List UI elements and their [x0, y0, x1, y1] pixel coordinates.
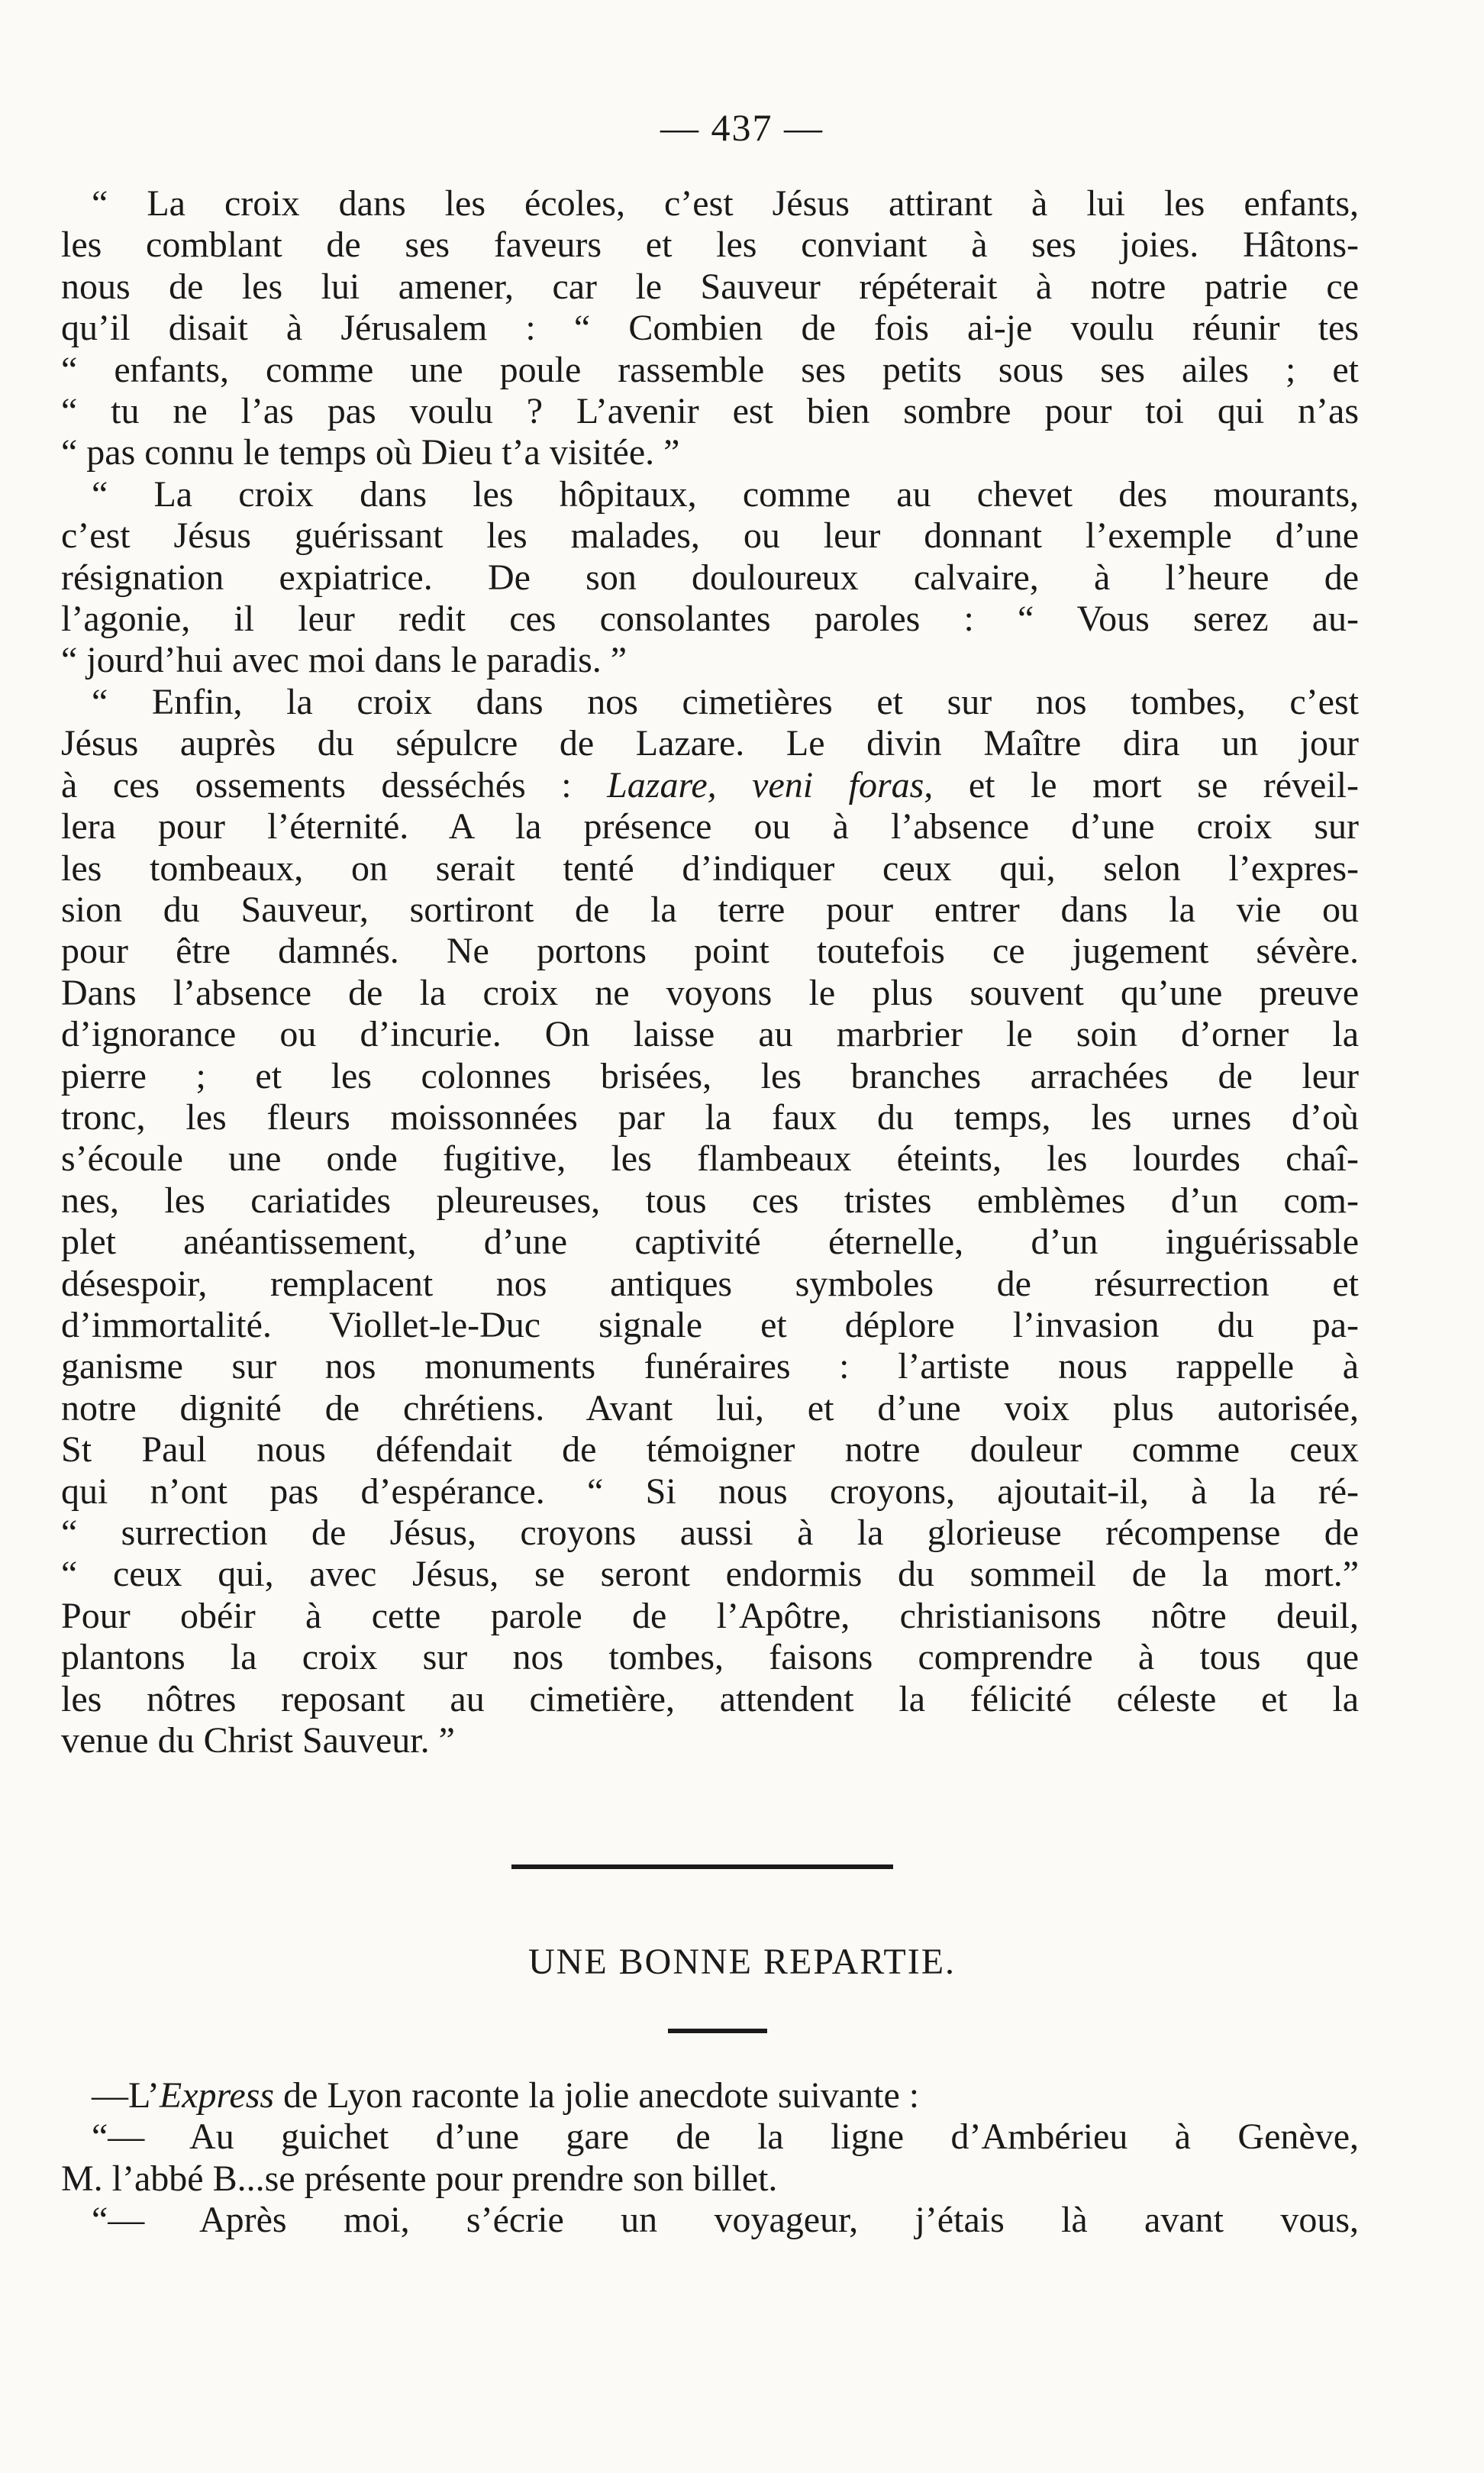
latin-quote: Lazare, veni foras,	[607, 764, 934, 806]
text-line: “— Au guichet d’une gare de la ligne d’Ambérieu à Genève,	[92, 2116, 1359, 2158]
text-line: Pour obéir à cette parole de l’Apôtre, christianisons nôtre deuil,	[61, 1595, 1359, 1636]
text-line: “ La croix dans les hôpitaux, comme au chevet des mourants,	[92, 473, 1359, 515]
text-segment: —L’	[92, 2075, 160, 2116]
text-line: lera pour l’éternité. A la présence ou à l’absence d’une croix sur	[61, 806, 1359, 847]
text-line: Dans l’absence de la croix ne voyons le plus souvent qu’une preuve	[61, 972, 1359, 1013]
text-segment: à ces ossements desséchés :	[61, 764, 572, 806]
text-line: l’agonie, il leur redit ces consolantes paroles : “ Vous serez au-	[61, 599, 1359, 640]
text-line: qu’il disait à Jérusalem : “ Combien de fois ai-je voulu réunir tes	[61, 308, 1359, 349]
text-line: pour être damnés. Ne portons point toutefois ce jugement sévère.	[61, 931, 1359, 972]
text-line: St Paul nous défendait de témoigner notre douleur comme ceux	[61, 1429, 1359, 1471]
text-line: s’écoule une onde fugitive, les flambeaux éteints, les lourdes chaî-	[61, 1138, 1359, 1180]
article-body	[61, 183, 1359, 1761]
text-line: nes, les cariatides pleureuses, tous ces tristes emblèmes d’un com-	[61, 1180, 1359, 1221]
text-line: Jésus auprès du sépulcre de Lazare. Le divin Maître dira un jour	[61, 723, 1359, 764]
text-line: “ pas connu le temps où Dieu t’a visitée. ”	[61, 432, 680, 473]
text-line: notre dignité de chrétiens. Avant lui, et d’une voix plus autorisée,	[61, 1387, 1359, 1429]
text-line: d’immortalité. Viollet-le-Duc signale et déplore l’invasion du pa-	[61, 1304, 1359, 1345]
text-line: sion du Sauveur, sortiront de la terre pour entrer dans la vie ou	[61, 889, 1359, 930]
text-segment: de Lyon raconte la jolie anecdote suivante :	[274, 2075, 920, 2116]
text-line: résignation expiatrice. De son douloureux calvaire, à l’heure de	[61, 557, 1359, 598]
text-line	[61, 2075, 1359, 2116]
text-line: plantons la croix sur nos tombes, faisons comprendre à tous que	[61, 1637, 1359, 1678]
text-line: plet anéantissement, d’une captivité éternelle, d’un inguérissable	[61, 1222, 1359, 1263]
page-number: — 437 —	[660, 106, 824, 149]
text-line: “ Enfin, la croix dans nos cimetières et sur nos tombes, c’est	[92, 681, 1359, 722]
text-line: qui n’ont pas d’espérance. “ Si nous croyons, ajoutait-il, à la ré-	[61, 1471, 1359, 1512]
text-line: les tombeaux, on serait tenté d’indiquer ceux qui, selon l’expres-	[61, 847, 1359, 889]
text-line: “ jourd’hui avec moi dans le paradis. ”	[61, 640, 627, 681]
text-line: “ enfants, comme une poule rassemble ses petits sous ses ailes ; et	[61, 349, 1359, 390]
text-line: les nôtres reposant au cimetière, attendent la félicité céleste et la	[61, 1678, 1359, 1719]
text-line: venue du Christ Sauveur. ”	[61, 1720, 455, 1761]
text-line: c’est Jésus guérissant les malades, ou leur donnant l’exemple d’une	[61, 515, 1359, 557]
text-line: “ La croix dans les écoles, c’est Jésus attirant à lui les enfants,	[92, 183, 1359, 224]
text-line: “ tu ne l’as pas voulu ? L’avenir est bien sombre pour toi qui n’as	[61, 391, 1359, 432]
text-line: nous de les lui amener, car le Sauveur répéterait à notre patrie ce	[61, 266, 1359, 307]
anecdote-body	[61, 2075, 1359, 2242]
text-line: tronc, les fleurs moissonnées par la faux du temps, les urnes d’où	[61, 1096, 1359, 1138]
section-title: UNE BONNE REPARTIE.	[527, 1942, 957, 1982]
text-line: “ ceux qui, avec Jésus, se seront endormis du sommeil de la mort.”	[61, 1554, 1359, 1595]
text-segment: et le mort se réveil-	[968, 764, 1360, 806]
text-line: pierre ; et les colonnes brisées, les branches arrachées de leur	[61, 1055, 1359, 1096]
text-line: ganisme sur nos monuments funéraires : l’artiste nous rappelle à	[61, 1346, 1359, 1387]
text-line: d’ignorance ou d’incurie. On laisse au marbrier le soin d’orner la	[61, 1014, 1359, 1055]
text-line: M. l’abbé B...se présente pour prendre son billet.	[61, 2158, 778, 2199]
text-line	[61, 765, 1359, 806]
text-line: les comblant de ses faveurs et les conviant à ses joies. Hâtons-	[61, 224, 1359, 266]
newspaper-name: Express	[159, 2075, 275, 2116]
title-divider	[668, 2029, 767, 2033]
text-line: désespoir, remplacent nos antiques symboles de résurrection et	[61, 1263, 1359, 1304]
section-divider	[511, 1864, 893, 1869]
text-line: “— Après moi, s’écrie un voyageur, j’étais là avant vous,	[92, 2200, 1359, 2241]
text-line: “ surrection de Jésus, croyons aussi à la glorieuse récompense de	[61, 1513, 1359, 1553]
